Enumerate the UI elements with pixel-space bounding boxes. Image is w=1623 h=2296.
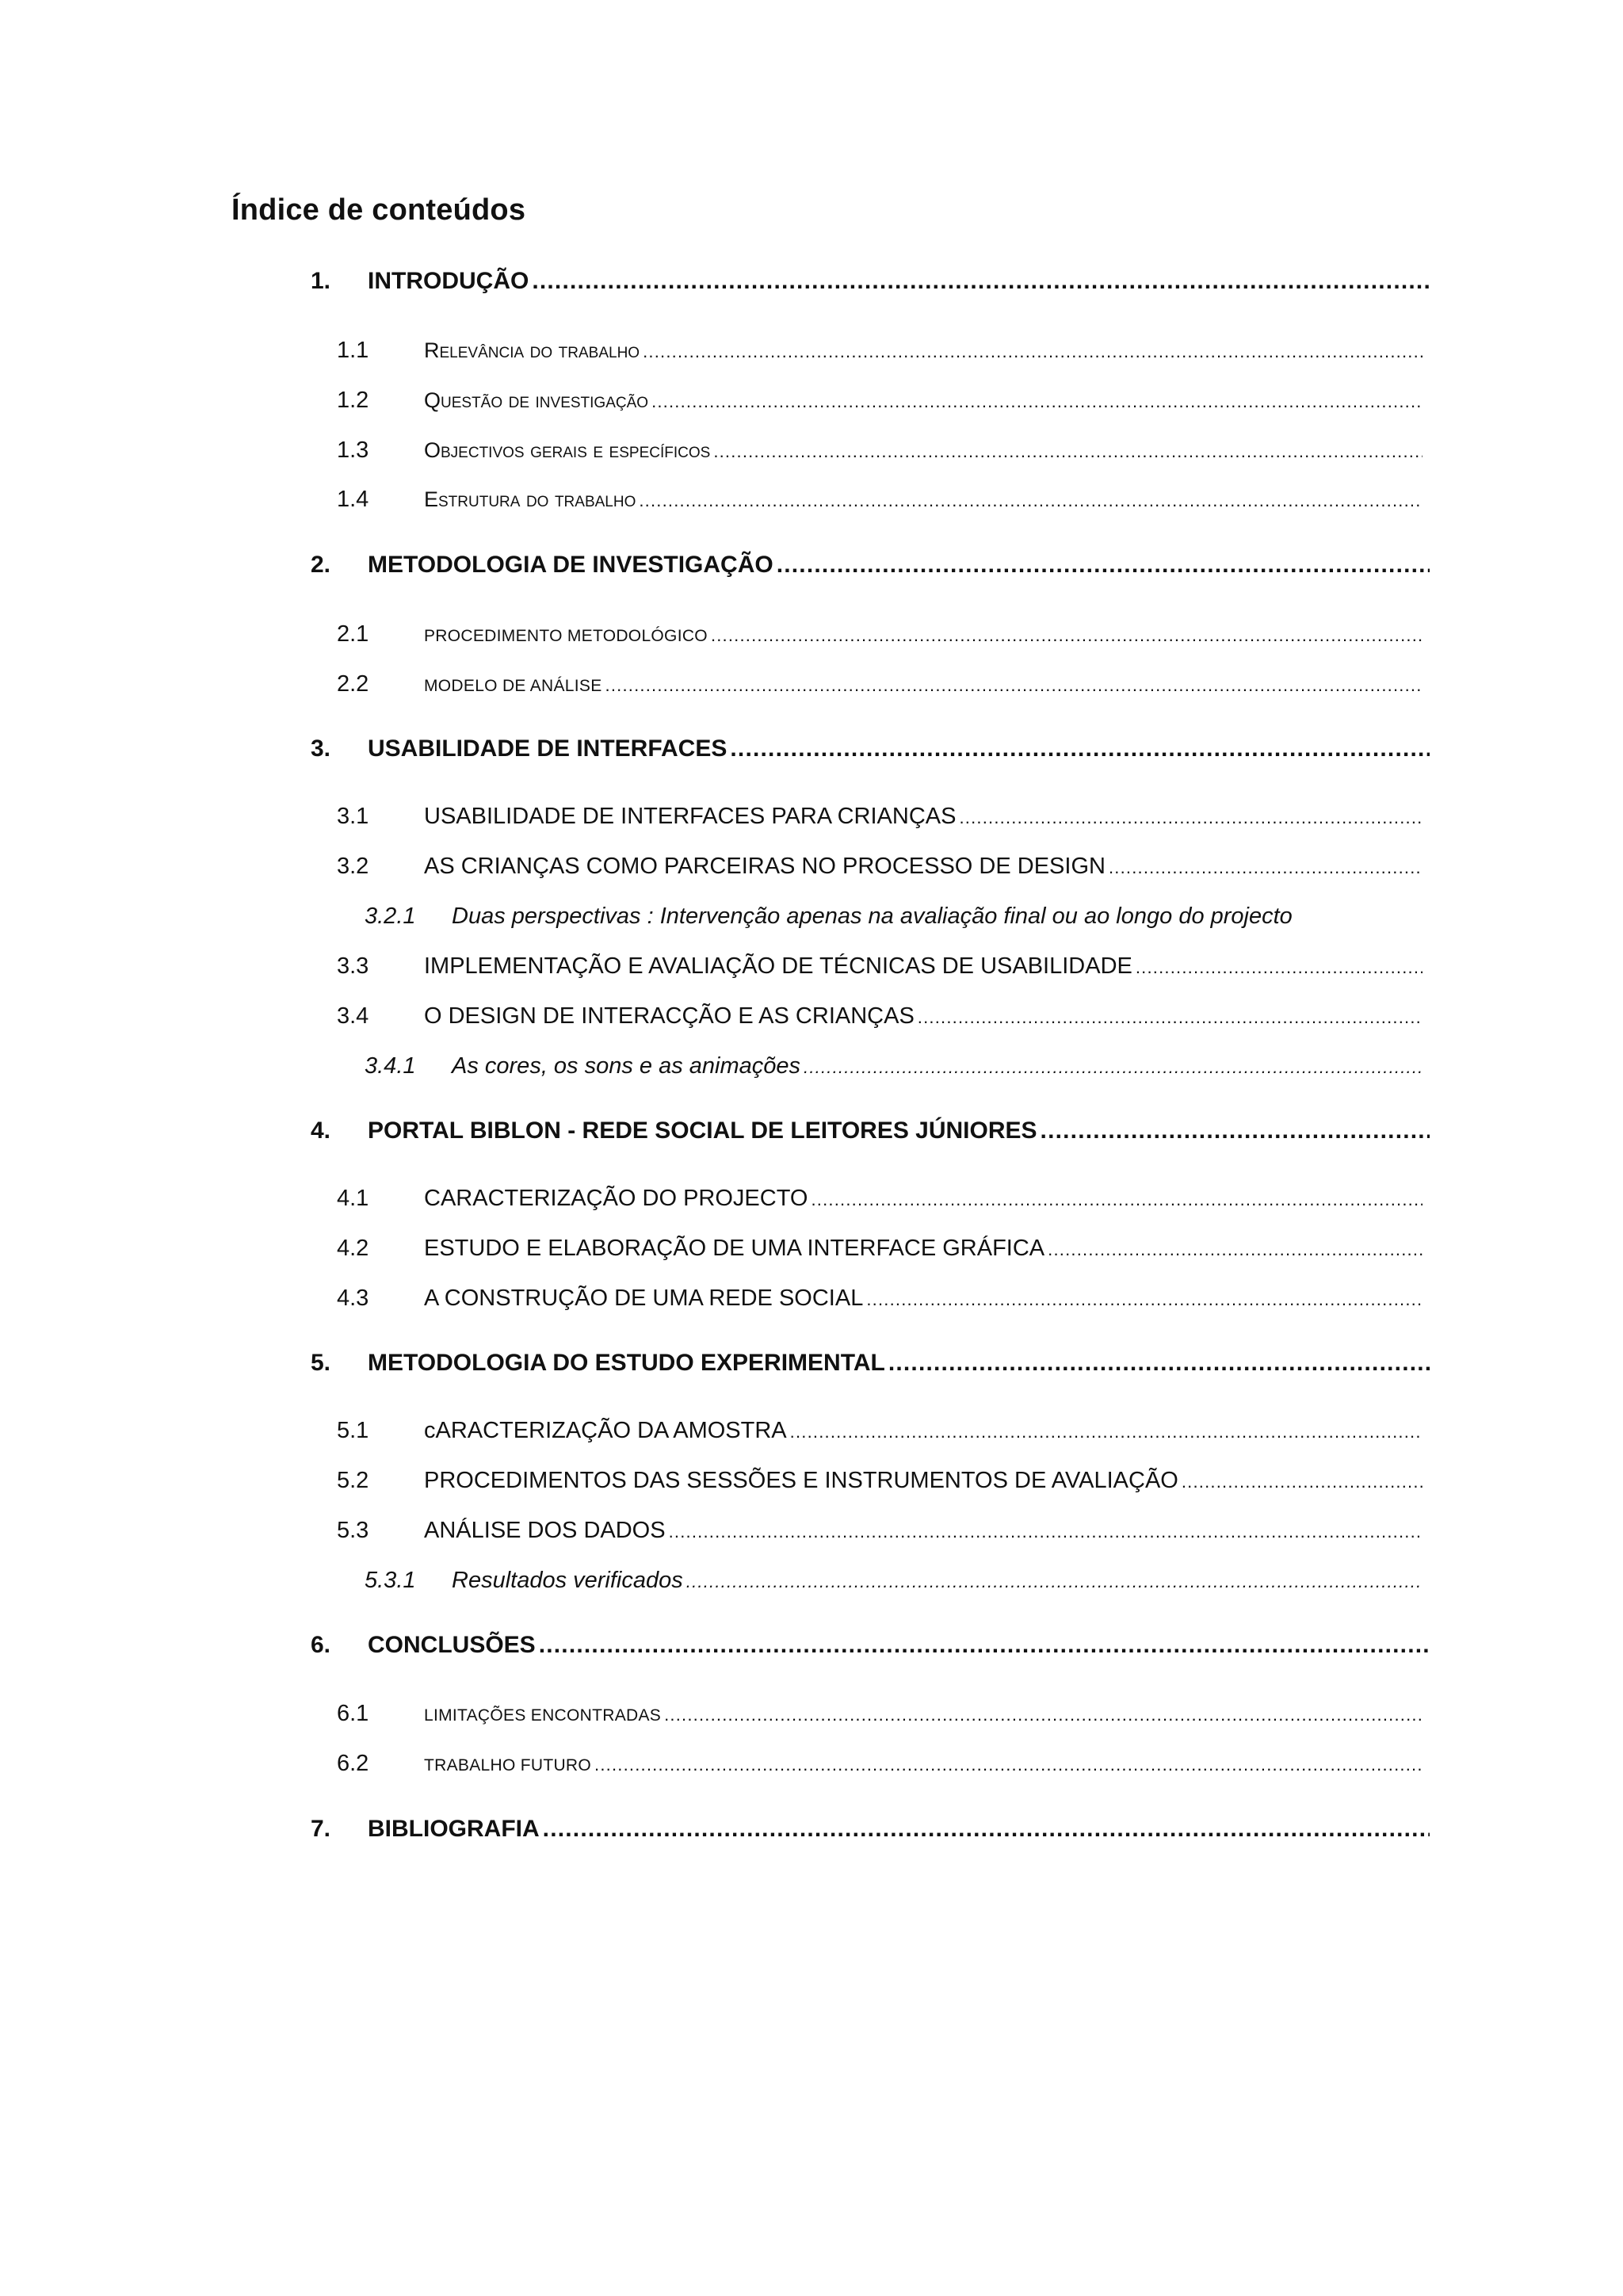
toc-entry-label: METODOLOGIA DE INVESTIGAÇÃO: [368, 552, 773, 578]
toc-entry-number: 1.3: [337, 437, 369, 463]
dot-leader: [1041, 1117, 1430, 1144]
toc-entry-3-1[interactable]: [337, 804, 1423, 830]
toc-entry-number: 6.: [311, 1632, 331, 1658]
dot-leader: [804, 1053, 1423, 1079]
toc-entry-label: Estrutura do trabalho: [424, 487, 636, 511]
dot-leader: [1048, 1236, 1423, 1262]
toc-entry-5-2[interactable]: [337, 1468, 1423, 1494]
toc-entry-6-1[interactable]: [337, 1701, 1423, 1727]
dot-leader: [959, 804, 1423, 830]
toc-entry-label: ANÁLISE DOS DADOS: [424, 1518, 666, 1543]
toc-entry-number: 4.3: [337, 1286, 369, 1311]
toc-entry-3-4-1[interactable]: [365, 1053, 1423, 1079]
toc-entry-label: A CONSTRUÇÃO DE UMA REDE SOCIAL: [424, 1286, 864, 1311]
toc-entry-3-4[interactable]: [337, 1003, 1423, 1030]
toc-entry-number: 4.2: [337, 1236, 369, 1261]
toc-entry-2[interactable]: [311, 552, 1430, 579]
page-title: Índice de conteúdos: [231, 193, 526, 227]
toc-entry-label: cARACTERIZAÇÃO DA AMOSTRA: [424, 1418, 787, 1443]
dot-leader: [711, 621, 1423, 648]
toc-entry-1-3[interactable]: [337, 437, 1423, 464]
toc-entry-label: AS CRIANÇAS COMO PARCEIRAS NO PROCESSO DE DESIGN: [424, 854, 1106, 879]
toc-entry-1-1[interactable]: [337, 338, 1423, 364]
dot-leader: [811, 1186, 1423, 1212]
toc-entry-label: USABILIDADE DE INTERFACES: [368, 735, 727, 762]
toc-entry-label: Relevância do trabalho: [424, 338, 640, 362]
toc-entry-label: ESTUDO E ELABORAÇÃO DE UMA INTERFACE GRÁFICA: [424, 1236, 1045, 1261]
toc-entry-1-2[interactable]: [337, 388, 1423, 414]
toc-entry-number: 3.4.1: [365, 1053, 416, 1079]
toc-entry-label: TRABALHO FUTURO: [424, 1756, 592, 1775]
dot-leader: [1182, 1468, 1423, 1494]
toc-entry-3-3[interactable]: [337, 953, 1423, 980]
dot-leader: [664, 1701, 1423, 1727]
toc-entry-5-3[interactable]: [337, 1518, 1423, 1544]
toc-entry-number: 5.3: [337, 1518, 369, 1543]
toc-entry-label: As cores, os sons e as animações: [452, 1053, 801, 1079]
dot-leader: [713, 437, 1423, 464]
toc-entry-number: 7.: [311, 1816, 331, 1842]
dot-leader: [918, 1003, 1423, 1030]
toc-entry-label: PROCEDIMENTO METODOLÓGICO: [424, 627, 708, 645]
dot-leader: [643, 338, 1423, 364]
toc-entry-label: INTRODUÇÃO: [368, 268, 529, 294]
toc-entry-label: Duas perspectivas : Intervenção apenas na avaliação final ou ao longo do projecto: [452, 904, 1293, 929]
toc-entry-number: 4.1: [337, 1186, 369, 1211]
dot-leader: [543, 1816, 1430, 1843]
dot-leader: [730, 735, 1430, 762]
toc-entry-number: 6.1: [337, 1701, 369, 1726]
dot-leader: [686, 1568, 1423, 1594]
toc-entry-number: 3.2.1: [365, 904, 416, 929]
toc-entry-6[interactable]: [311, 1632, 1430, 1659]
dot-leader: [539, 1632, 1430, 1659]
toc-entry-6-2[interactable]: [337, 1751, 1423, 1777]
dot-leader: [651, 388, 1423, 414]
dot-leader: [888, 1350, 1430, 1377]
toc-entry-2-1[interactable]: [337, 621, 1423, 648]
toc-entry-label: O DESIGN DE INTERACÇÃO E AS CRIANÇAS: [424, 1003, 915, 1029]
dot-leader: [532, 268, 1430, 295]
toc-entry-number: 3.3: [337, 953, 369, 979]
toc-entry-number: 5.3.1: [365, 1568, 416, 1593]
toc-entry-number: 1.4: [337, 487, 369, 512]
toc-entry-number: 6.2: [337, 1751, 369, 1776]
toc-entry-5[interactable]: [311, 1350, 1430, 1377]
dot-leader: [1136, 953, 1423, 980]
toc-entry-label: Objectivos gerais e específicos: [424, 438, 711, 462]
toc-entry-7[interactable]: [311, 1816, 1430, 1843]
toc-entry-4-2[interactable]: [337, 1236, 1423, 1262]
toc-entry-label: CONCLUSÕES: [368, 1632, 536, 1658]
toc-entry-label: LIMITAÇÕES ENCONTRADAS: [424, 1706, 662, 1725]
toc-entry-label: Questão de investigação: [424, 388, 649, 412]
toc-entry-number: 1.1: [337, 338, 369, 363]
dot-leader: [866, 1286, 1423, 1312]
toc-entry-label: MODELO DE ANÁLISE: [424, 677, 602, 695]
toc-entry-label: Resultados verificados: [452, 1568, 683, 1593]
toc-entry-3-2-1[interactable]: [365, 904, 1423, 930]
toc-entry-4-1[interactable]: [337, 1186, 1423, 1212]
toc-entry-5-3-1[interactable]: [365, 1568, 1423, 1594]
toc-entry-number: 5.1: [337, 1418, 369, 1443]
toc-entry-4-3[interactable]: [337, 1286, 1423, 1312]
toc-entry-number: 2.1: [337, 621, 369, 647]
toc-entry-number: 5.: [311, 1350, 331, 1376]
dot-leader: [669, 1518, 1423, 1544]
toc-entry-number: 5.2: [337, 1468, 369, 1493]
toc-entry-number: 3.2: [337, 854, 369, 879]
toc-entry-1-4[interactable]: [337, 487, 1423, 513]
toc-entry-number: 4.: [311, 1117, 331, 1144]
toc-entry-4[interactable]: [311, 1117, 1430, 1144]
toc-entry-2-2[interactable]: [337, 671, 1423, 697]
dot-leader: [1109, 854, 1423, 880]
dot-leader: [639, 487, 1423, 513]
dot-leader: [594, 1751, 1423, 1777]
toc-entry-number: 1.2: [337, 388, 369, 413]
toc-entry-label: CARACTERIZAÇÃO DO PROJECTO: [424, 1186, 808, 1211]
toc-entry-number: 3.1: [337, 804, 369, 829]
toc-entry-3-2[interactable]: [337, 854, 1423, 880]
toc-entry-label: BIBLIOGRAFIA: [368, 1816, 540, 1842]
toc-entry-number: 2.2: [337, 671, 369, 697]
toc-entry-label: PORTAL BIBLON - REDE SOCIAL DE LEITORES JÚNIORES: [368, 1117, 1037, 1144]
toc-entry-number: 1.: [311, 268, 331, 294]
toc-entry-label: USABILIDADE DE INTERFACES PARA CRIANÇAS: [424, 804, 957, 829]
dot-leader: [605, 671, 1423, 697]
toc-entry-label: METODOLOGIA DO ESTUDO EXPERIMENTAL: [368, 1350, 885, 1376]
toc-entry-number: 2.: [311, 552, 331, 578]
toc-entry-3[interactable]: [311, 735, 1430, 762]
dot-leader: [777, 552, 1430, 579]
toc-entry-5-1[interactable]: [337, 1418, 1423, 1444]
toc-entry-label: PROCEDIMENTOS DAS SESSÕES E INSTRUMENTOS DE AVALIAÇÃO: [424, 1468, 1178, 1493]
toc-entry-1[interactable]: [311, 268, 1430, 295]
dot-leader: [790, 1418, 1423, 1444]
toc-entry-number: 3.4: [337, 1003, 369, 1029]
toc-entry-label: IMPLEMENTAÇÃO E AVALIAÇÃO DE TÉCNICAS DE USABILIDADE: [424, 953, 1132, 979]
toc-entry-number: 3.: [311, 735, 331, 762]
